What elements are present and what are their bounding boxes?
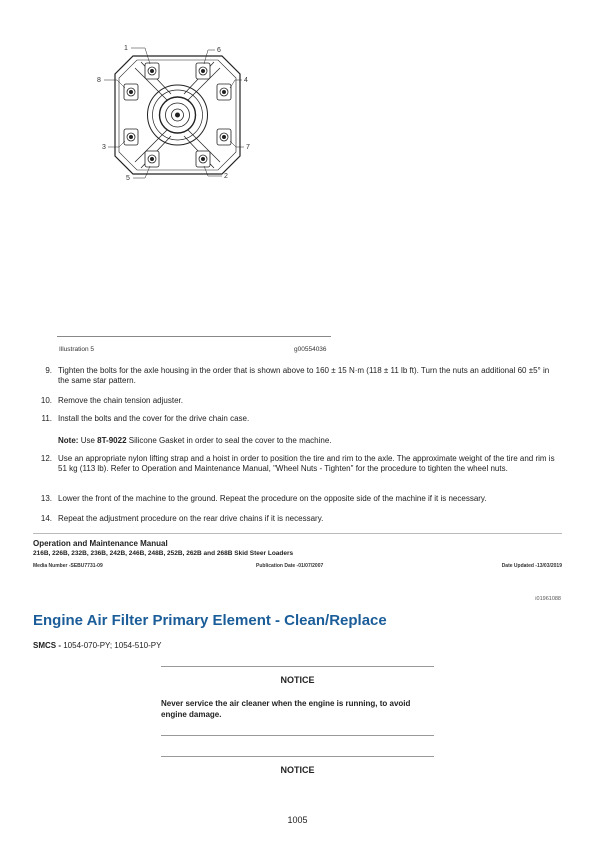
callout-1: 1 (124, 45, 128, 52)
step-number: 11. (41, 414, 52, 423)
section-title: Engine Air Filter Primary Element - Clean/Replace (33, 612, 387, 629)
callout-6: 6 (217, 47, 221, 54)
illustration-label: Illustration 5 (59, 346, 95, 353)
media-number: Media Number -SEBU7731-09 (33, 563, 103, 569)
notice-text: Never service the air cleaner when the engine is running, to avoid engine damage. (161, 699, 411, 719)
illustration-code: g00554036 (294, 346, 327, 353)
page-number: 1005 (287, 815, 308, 825)
note-text: Silicone Gasket in order to seal the cover to the machine. (128, 436, 332, 445)
callout-8: 8 (97, 77, 101, 84)
step-number: 13. (40, 494, 52, 503)
step-number: 10. (40, 396, 52, 405)
callout-2: 2 (224, 173, 228, 180)
callout-7: 7 (246, 144, 250, 151)
smcs-codes (33, 641, 161, 650)
illustration-divider (57, 336, 331, 337)
step-text: Install the bolts and the cover for the drive chain case. (58, 414, 250, 423)
notice-rule-bottom (161, 735, 434, 736)
smcs-label: SMCS - (33, 641, 61, 650)
date-updated: Date Updated -13/03/2019 (501, 563, 562, 569)
step-text: Repeat the adjustment procedure on the rear drive chains if it is necessary. (58, 514, 324, 523)
step-text: Tighten the bolts for the axle housing in the order that is shown above to 160 ± 15 N·m (118 ± 11 lb ft). Turn the nuts an additional 60 ±5° in the same star pattern. (58, 366, 550, 385)
step-text: Lower the front of the machine to the ground. Repeat the procedure on the opposite side of the machine if it is necessary. (58, 494, 487, 503)
notice-heading: NOTICE (280, 765, 315, 775)
callout-4: 4 (244, 77, 248, 84)
note-part-number: 8T-9022 (97, 436, 127, 445)
manual-models: 216B, 226B, 232B, 236B, 242B, 246B, 248B, 252B, 262B and 268B Skid Steer Loaders (33, 550, 294, 557)
callout-5: 5 (126, 175, 130, 182)
axle-housing-illustration (95, 40, 260, 185)
note-prefix: Use (80, 436, 95, 445)
step-number: 9. (45, 366, 52, 375)
notice-rule-top (161, 666, 434, 667)
note (58, 436, 556, 446)
notice-rule-top (161, 756, 434, 757)
smcs-values: 1054-070-PY; 1054-510-PY (63, 641, 162, 650)
publication-date: Publication Date -01/07/2007 (256, 563, 324, 569)
callout-3: 3 (102, 144, 106, 151)
step-number: 12. (40, 454, 52, 463)
step-text: Remove the chain tension adjuster. (58, 396, 183, 405)
note-label: Note: (58, 436, 79, 445)
step-text: Use an appropriate nylon lifting strap and a hoist in order to position the tire and rim to the axle. The approximate weight of the tire and rim is 51 kg (113 lb). Refer to Operation and Maintenance Manual, "Wheel Nuts - Tighten" for the procedure to tighten the wheel nuts. (58, 454, 555, 473)
document-id: i01961088 (535, 596, 561, 602)
notice-heading: NOTICE (280, 675, 315, 685)
step-number: 14. (40, 514, 52, 523)
footer-divider (33, 533, 562, 534)
manual-title: Operation and Maintenance Manual (33, 539, 168, 548)
